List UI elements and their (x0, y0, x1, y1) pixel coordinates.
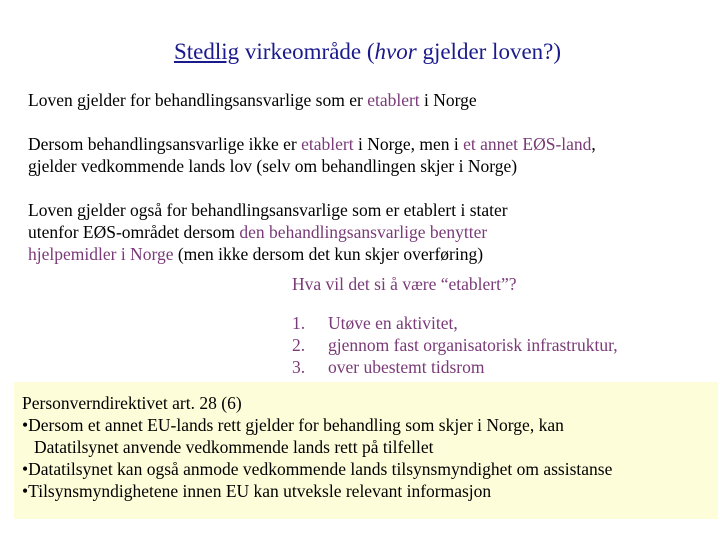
p2-highlight-1: etablert (301, 134, 354, 154)
p2-highlight-2: et annet EØS-land (463, 134, 592, 154)
title-underlined-word: Stedlig (173, 39, 240, 64)
box-bullet-1-continued: Datatilsynet anvende vedkommende lands rett på tilfellet (34, 437, 434, 457)
list-number: 3. (292, 357, 306, 377)
list-number: 2. (292, 335, 306, 355)
slide-title (0, 38, 720, 66)
p1-text: Loven gjelder for behandlingsansvarlige som er (28, 90, 368, 110)
list-item (292, 312, 618, 334)
p2-text: Dersom behandlingsansvarlige ikke er (28, 134, 302, 154)
box-bullet-2: •Datatilsynet kan også anmode vedkommende lands tilsynsmyndighet om assistanse (22, 459, 613, 479)
p3-line-3 (28, 243, 708, 265)
paragraph-1 (28, 89, 708, 111)
box-bullet-1: •Dersom et annet EU-lands rett gjelder for behandling som skjer i Norge, kan (22, 415, 564, 435)
p3-highlight-1: den behandlingsansvarlige benytter (239, 222, 488, 242)
p3-text-end: (men ikke dersom det kun skjer overføring) (173, 244, 484, 264)
list-text: Utøve en aktivitet, (328, 313, 458, 333)
list-text: over ubestemt tidsrom (328, 357, 485, 377)
list-item (292, 356, 618, 378)
p1-text-end: i Norge (419, 90, 477, 110)
title-text: virkeområde ( (239, 39, 375, 64)
p2-comma: , (591, 134, 596, 154)
paragraph-3 (28, 199, 708, 265)
p2-line-1 (28, 133, 708, 155)
criteria-list (292, 312, 618, 378)
box-bullet-3: •Tilsynsmyndighetene innen EU kan utveksle relevant informasjon (22, 481, 492, 501)
p2-text-mid: i Norge, men i (353, 134, 464, 154)
list-item (292, 334, 618, 356)
title-italic-word: hvor (374, 39, 417, 64)
title-text-end: gjelder loven?) (416, 39, 562, 64)
p3-highlight-2: hjelpemidler i Norge (28, 244, 174, 264)
p2-line-2: gjelder vedkommende lands lov (selv om behandlingen skjer i Norge) (28, 156, 518, 176)
list-text: gjennom fast organisatorisk infrastruktur, (328, 335, 618, 355)
p3-text: utenfor EØS-området dersom (28, 222, 240, 242)
list-number: 1. (292, 313, 306, 333)
etablert-question: Hva vil det si å være “etablert”? (292, 274, 517, 294)
box-heading: Personverndirektivet art. 28 (6) (22, 393, 242, 413)
p3-line-1: Loven gjelder også for behandlingsansvarlige som er etablert i stater (28, 200, 508, 220)
p1-highlight: etablert (367, 90, 420, 110)
directive-info-box (14, 382, 718, 519)
paragraph-2 (28, 133, 708, 177)
p3-line-2 (28, 221, 708, 243)
